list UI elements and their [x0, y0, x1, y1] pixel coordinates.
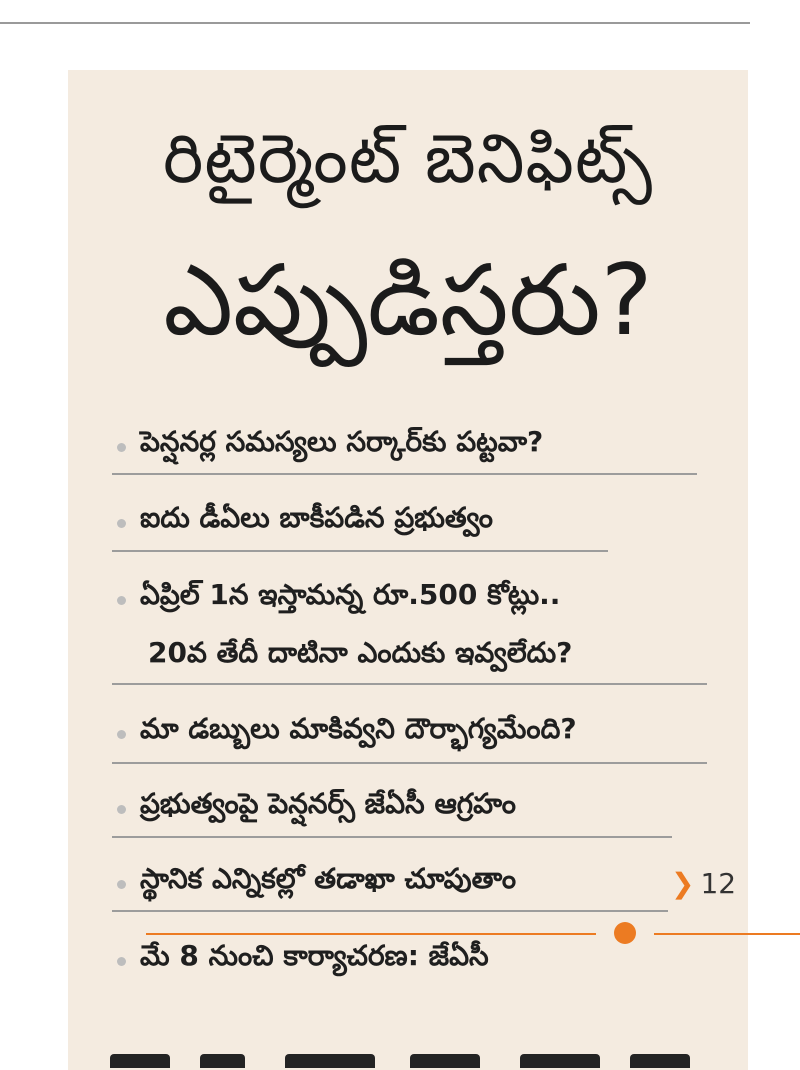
bullet-item-2: ఐదు డీఏలు బాకీపడిన ప్రభుత్వం — [140, 501, 493, 534]
chevron-right-icon: ❯ — [671, 867, 695, 900]
bullet-rule — [112, 910, 668, 912]
bullet-item-7: మే 8 నుంచి కార్యాచరణ: జేఏసీ — [140, 939, 489, 972]
top-divider — [0, 22, 750, 24]
page-reference[interactable] — [671, 867, 736, 900]
bullet-rule — [112, 683, 707, 685]
bullet-rule — [112, 473, 697, 475]
bullet-dot — [117, 519, 126, 528]
bullet-dot — [117, 596, 126, 605]
divider-line-right — [654, 933, 800, 935]
bullet-item-6: స్థానిక ఎన్నికల్లో తడాఖా చూపుతాం — [140, 862, 517, 895]
bullet-dot — [117, 730, 126, 739]
bullet-item-3a: ఏప్రిల్ 1న ఇస్తామన్న రూ.500 కోట్లు.. — [140, 578, 561, 611]
divider-line-left — [146, 933, 596, 935]
bullet-rule — [112, 762, 707, 764]
divider-dot — [614, 922, 636, 944]
bullet-item-1: పెన్షనర్ల సమస్యలు సర్కార్‌కు పట్టవా? — [140, 425, 544, 458]
headline-line-2: ఎప్పుడిస్తరు? — [163, 244, 653, 358]
section-divider — [146, 922, 746, 946]
bullet-item-5: ప్రభుత్వంపై పెన్షనర్స్ జేఏసీ ఆగ్రహం — [140, 787, 516, 820]
bullet-rule — [112, 836, 672, 838]
article-card — [68, 70, 748, 1070]
bullet-dot — [117, 957, 126, 966]
bullet-dot — [117, 805, 126, 814]
bullet-item-3b: 20వ తేదీ దాటినా ఎందుకు ఇవ్వలేదు? — [148, 636, 573, 669]
cropped-text-top — [330, 0, 660, 6]
bullet-item-4: మా డబ్బులు మాకివ్వని దౌర్భాగ్యమేంది? — [140, 712, 577, 745]
bullet-dot — [117, 443, 126, 452]
page-number: 12 — [700, 867, 737, 900]
headline-line-1: రిటైర్మెంట్ బెనిఫిట్స్ — [162, 120, 654, 199]
bullet-rule — [112, 550, 608, 552]
cropped-text-bottom — [70, 1038, 710, 1068]
bullet-dot — [117, 880, 126, 889]
